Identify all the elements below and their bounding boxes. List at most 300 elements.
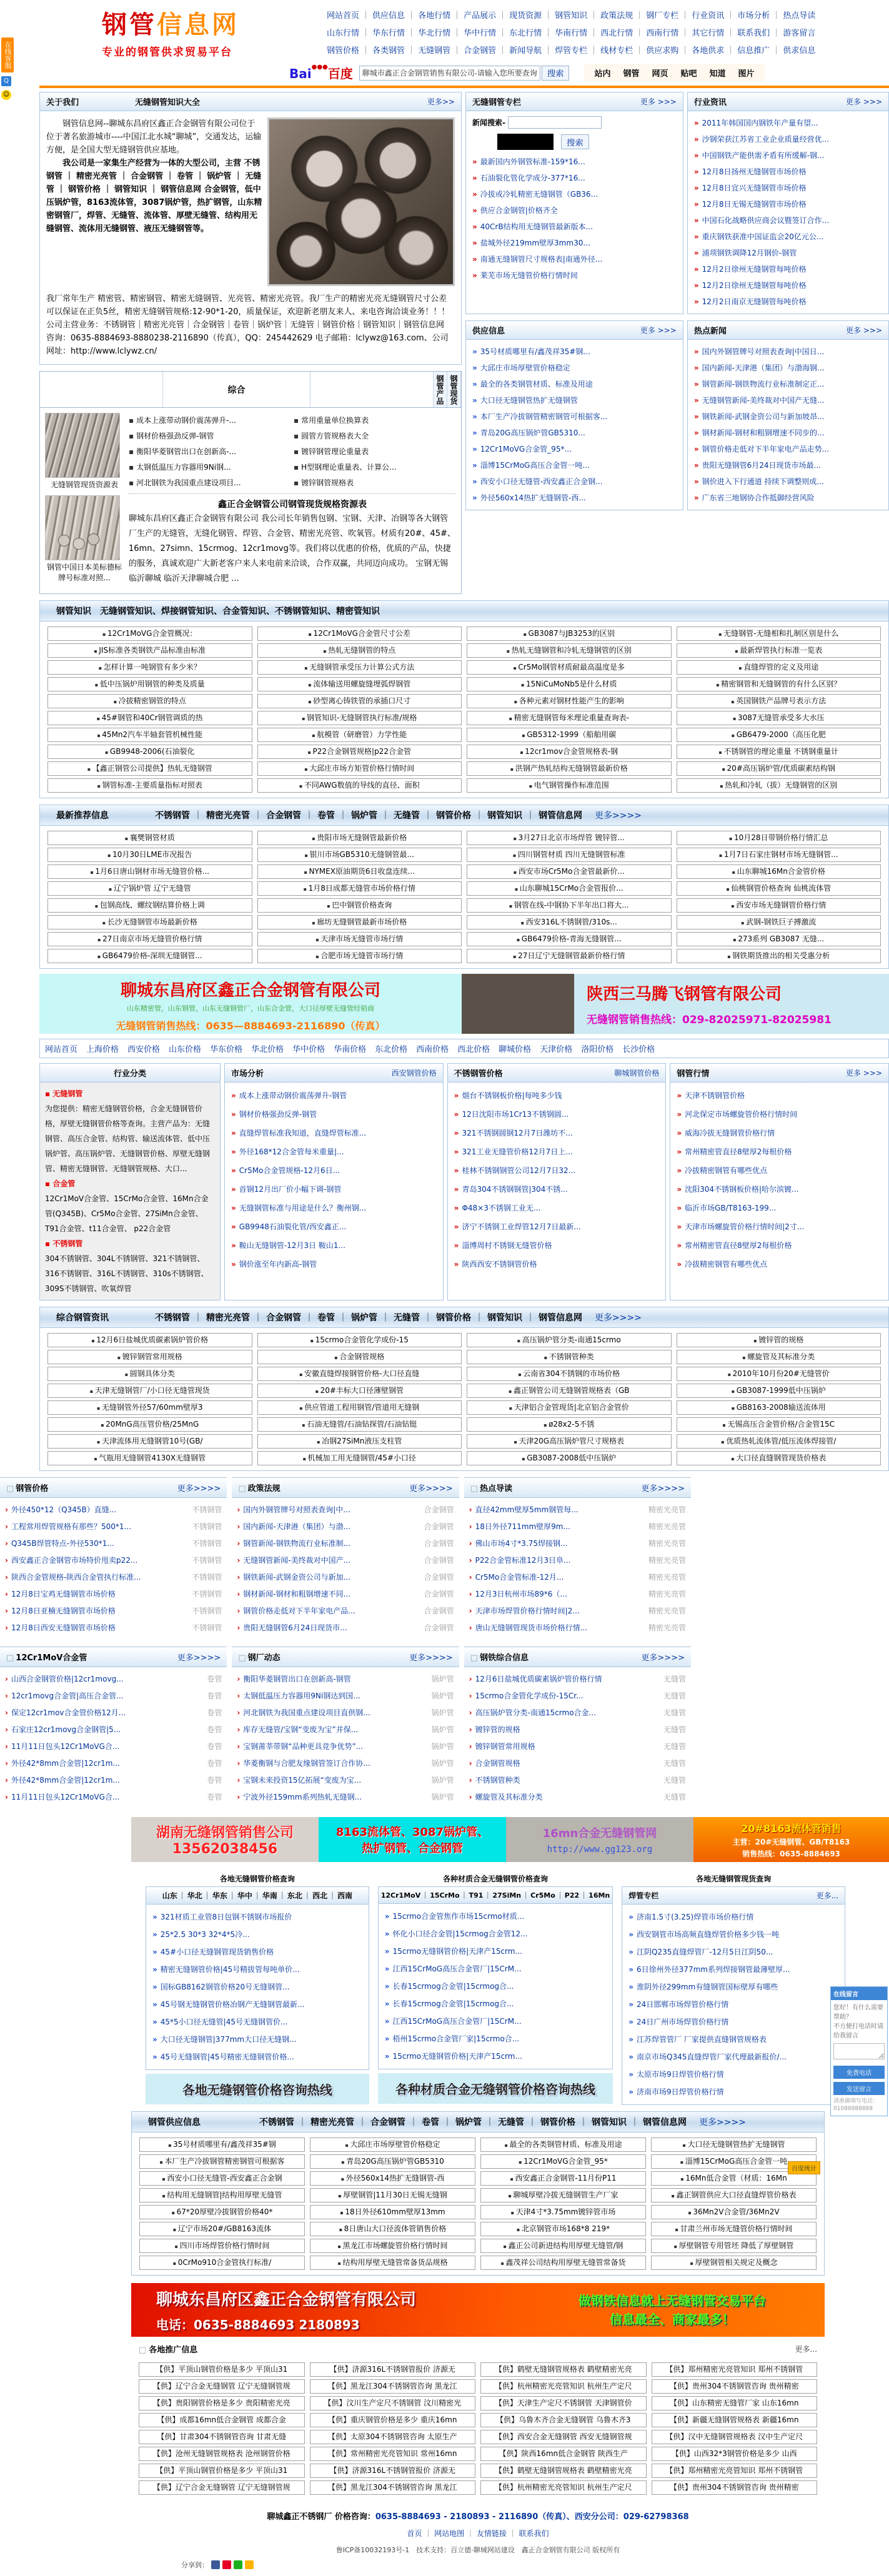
- article-link[interactable]: › 外径450*12（Q345B）直缝... 不锈钢管: [5, 1502, 222, 1518]
- region-tab[interactable]: ｜ 西南: [327, 1891, 352, 1900]
- supply-link[interactable]: ▪ 外径560x14热扩无缝钢管-西: [310, 2171, 475, 2186]
- article-link[interactable]: » 国内新闻-天津港（集团）与渤海钢...: [693, 364, 825, 372]
- category-tab[interactable]: ｜ 合金钢管: [354, 2116, 405, 2128]
- search-button[interactable]: 搜索: [542, 66, 570, 81]
- list-item[interactable]: ▪ 河北钢铁为我国重点建设项目...: [129, 478, 241, 487]
- article-link[interactable]: › Q345B焊管特点-外径530*1... 不锈钢管: [5, 1535, 222, 1552]
- material-tab[interactable]: 12Cr1MoV: [380, 1891, 421, 1900]
- knowledge-link[interactable]: ▪ GB5312-1999（船舶用碳: [467, 728, 672, 742]
- more-link[interactable]: 更多>>>>: [699, 2118, 746, 2128]
- region-tab[interactable]: 山东: [162, 1891, 177, 1900]
- article-link[interactable]: › 河北钢铁为我国重点建设项目直供钢... 锅炉管: [237, 1705, 454, 1721]
- hotline-banner[interactable]: 各地无缝钢管价格咨询热线: [146, 2074, 369, 2104]
- promo-link[interactable]: 【供】平顶山钢管价格是多少 平顶山31: [139, 2464, 305, 2478]
- qq-icon[interactable]: Q: [1, 76, 11, 86]
- article-link[interactable]: › 无缝钢管新闻-美终裁对中国产... 合金钢管: [237, 1552, 454, 1569]
- knowledge-link[interactable]: ▪ 钢管知识-无缝钢管执行标准/规格: [257, 711, 462, 725]
- article-link[interactable]: » 沙钢荣获江苏省工业企业质量经营优...: [693, 135, 830, 144]
- article-link[interactable]: » 临沂市场GB/T8163-199...: [677, 1204, 777, 1212]
- news-link[interactable]: ▪ 云南省304不锈钢的市场价格: [467, 1367, 672, 1381]
- article-link[interactable]: » 冷拔精密钢管有哪些优点: [677, 1166, 768, 1175]
- category-tab[interactable]: ｜ 钢管知识: [471, 1311, 522, 1324]
- news-link[interactable]: ▪ 无锡高压合金管价格/合金管15C: [677, 1417, 882, 1432]
- search-scope-tab[interactable]: 钢管: [623, 69, 640, 79]
- article-link[interactable]: › 12月3日杭州市场89*6（... 精密光亮管: [469, 1586, 686, 1603]
- promo-link[interactable]: 【供】鹤壁无缝钢管规格表 鹤壁精密光亮: [480, 2464, 647, 2478]
- region-price-link[interactable]: 华东价格: [210, 1045, 243, 1054]
- article-link[interactable]: » 浦项钢铁调降12月钢价-钢管: [693, 249, 797, 257]
- article-link[interactable]: » 青岛20G高压锅炉管GB5310...: [472, 429, 585, 437]
- recommend-link[interactable]: ▪ 27日南京市场无缝管价格行情: [47, 932, 252, 946]
- article-link[interactable]: » 国标GB8162钢管价格20号无缝钢管...: [152, 1983, 290, 1991]
- nav-link[interactable]: 网站首页: [327, 11, 360, 21]
- promo-link[interactable]: 【供】山西32*3钢管价格是多少 山西: [652, 2447, 818, 2461]
- article-link[interactable]: » 12日沈阳市场1Cr13不锈钢圆...: [454, 1110, 569, 1119]
- stock-resource-thumbnail[interactable]: [45, 413, 120, 478]
- news-link[interactable]: ▪ 天津流体用无缝钢管10号(GB/: [47, 1434, 252, 1449]
- recommend-link[interactable]: ▪ 巴中钢管价格查询: [257, 898, 462, 913]
- recommend-link[interactable]: ▪ 长沙无缝钢管市场最新价格: [47, 915, 252, 929]
- article-link[interactable]: › 12月8日宝鸡无缝钢管市场价格 不锈钢管: [5, 1586, 222, 1603]
- nav-link[interactable]: ｜ 游客留言: [770, 29, 815, 38]
- category-name[interactable]: ▪ 不锈钢管: [45, 1236, 215, 1251]
- article-link[interactable]: › 不锈钢管种类 无缝管: [469, 1772, 686, 1789]
- region-price-link[interactable]: 华北价格: [251, 1045, 284, 1054]
- search-scope-tab[interactable]: 图片: [738, 69, 755, 79]
- category-tab[interactable]: ｜ 锅炉管: [335, 809, 377, 821]
- supply-link[interactable]: ▪ 天津4寸*3.75mm镀锌管市场: [480, 2205, 646, 2219]
- news-link[interactable]: ▪ 鑫正钢管公司无缝钢管规格表（GB: [467, 1384, 672, 1398]
- article-link[interactable]: » 鞍山无缝钢管-12月3日 鞍山1...: [231, 1241, 345, 1250]
- nav-link[interactable]: ｜ 华北行情: [405, 29, 450, 38]
- more-link[interactable]: 更多...: [795, 2345, 817, 2354]
- article-link[interactable]: » 济南1.5寸(3.25)焊管市场价格行情: [628, 1913, 754, 1921]
- resource-table-title[interactable]: 鑫正合金钢管公司钢管现货规格资源表: [218, 500, 367, 510]
- nav-link[interactable]: ｜ 新闻导航: [496, 46, 542, 56]
- article-link[interactable]: › 库存无缝管/宝钢“变废为宝”并保... 锅炉管: [237, 1721, 454, 1738]
- article-link[interactable]: » 40CrB结构用无缝钢管最新版本...: [472, 222, 593, 231]
- search-scope-tab[interactable]: 站内: [594, 69, 611, 79]
- knowledge-link[interactable]: ▪ 3087无缝管承受多大水压: [677, 711, 882, 725]
- recommend-link[interactable]: ▪ 3月27日北京市场焊管 镀锌管...: [467, 831, 672, 845]
- region-price-link[interactable]: 山东价格: [169, 1045, 202, 1054]
- article-link[interactable]: » 江阴Q235直缝焊管厂-12月5日江阴50...: [628, 1948, 773, 1956]
- article-link[interactable]: » 淄博周村不锈钢无缝管价格: [454, 1241, 552, 1250]
- recommend-link[interactable]: ▪ 四川钢管材质 四川无缝钢管标准: [467, 848, 672, 862]
- footer-link[interactable]: ｜ 友情链接: [464, 2529, 507, 2538]
- promo-link[interactable]: 【供】汉中无缝钢管规格表 汉中生产定尺: [652, 2430, 818, 2444]
- article-link[interactable]: » 怀化小口径合金管|15crmog合金管12...: [384, 1930, 528, 1938]
- knowledge-link[interactable]: ▪ GB9948-2006(石油裂化: [47, 745, 252, 759]
- article-link[interactable]: » 321不锈钢圆钢12月7日潍坊不...: [454, 1129, 573, 1137]
- article-link[interactable]: » 常州精密管直径8壁厚2每根价格: [677, 1147, 792, 1156]
- article-link[interactable]: › 12月8日亚楠无缝钢管市场价格 不锈钢管: [5, 1603, 222, 1620]
- news-link[interactable]: ▪ 12月6日盐城优质碳素锅炉管价格: [47, 1333, 252, 1347]
- recommend-link[interactable]: ▪ 贵阳市场无缝钢管最新价格: [257, 831, 462, 845]
- article-link[interactable]: › 宝钢莆莘带钢“品种更具竞争优势”... 锅炉管: [237, 1738, 454, 1755]
- region-tab[interactable]: ｜ 华南: [252, 1891, 277, 1900]
- knowledge-link[interactable]: ▪ 精密钢管和无缝钢管的有什么区别？: [677, 677, 882, 691]
- article-link[interactable]: » 江西15CrMoG高压合金管厂|15CrM...: [384, 2017, 522, 2026]
- recommend-link[interactable]: ▪ 西安316L不锈钢管/310s...: [467, 915, 672, 929]
- news-link[interactable]: ▪ 优质热轧流体管/低压流体焊接管/: [677, 1434, 882, 1449]
- article-link[interactable]: » 24日邯郸市场焊管价格行情: [628, 2000, 729, 2009]
- article-link[interactable]: » 国内外钢管牌号对照表查询|中国日...: [693, 347, 825, 356]
- thumbnail-caption[interactable]: 无缝钢管现货资源表: [50, 480, 118, 489]
- region-price-link[interactable]: 聊城价格: [499, 1045, 532, 1054]
- region-price-link[interactable]: 上海价格: [86, 1045, 119, 1054]
- article-link[interactable]: » 大口径无缝钢管|377mm大口径无缝钢...: [152, 2035, 297, 2044]
- article-link[interactable]: › 合金钢管规格 无缝管: [469, 1755, 686, 1772]
- article-link[interactable]: » 成本上涨带动钢价震荡弹升-钢管: [231, 1091, 347, 1100]
- category-tab[interactable]: ｜ 卷管: [405, 2116, 439, 2128]
- supply-link[interactable]: ▪ 黑龙江市场螺旋管价格行情时间: [310, 2239, 475, 2253]
- news-link[interactable]: ▪ 天津20G高压锅炉管尺寸规格表: [467, 1434, 672, 1449]
- nav-link[interactable]: ｜ 无缝钢管: [405, 46, 450, 56]
- promo-link[interactable]: 【供】重庆钢管价格是多少 重庆16mn: [310, 2413, 476, 2427]
- customer-service-widget[interactable]: [1, 37, 12, 100]
- knowledge-link[interactable]: ▪ 各种元素对钢材性能产生的影响: [467, 694, 672, 708]
- stats-badge[interactable]: 百度统计: [788, 2161, 820, 2174]
- supply-link[interactable]: ▪ 四川市场焊管价格行情时间: [139, 2239, 305, 2253]
- promo-link[interactable]: 【供】杭州精密光亮管知识 杭州生产定尺: [480, 2480, 647, 2495]
- knowledge-link[interactable]: ▪ 不锈钢管的理论重量 不锈钢重量计: [677, 745, 882, 759]
- news-link[interactable]: ▪ 天津铝合金管现货|北京铝合金管价: [467, 1400, 672, 1415]
- knowledge-link[interactable]: ▪ GB6479-2000（高压化肥: [677, 728, 882, 742]
- article-link[interactable]: » 江苏焊管管厂 厂家提供直缝钢管规格表: [628, 2035, 767, 2044]
- article-link[interactable]: » 无缝钢管新闻-美终裁对中国产无缝...: [693, 396, 825, 405]
- article-link[interactable]: » 济南市场9日焊管价格行情: [628, 2088, 724, 2096]
- article-link[interactable]: » 精密无缝钢管价格|45号精拔管每吨单价...: [152, 1965, 300, 1974]
- article-link[interactable]: » 西安小口径无缝管-西安鑫正合金钢...: [472, 477, 603, 486]
- more-link[interactable]: 聊城钢管价格: [614, 1069, 660, 1077]
- article-link[interactable]: › 螺旋管及其标准分类 无缝管: [469, 1789, 686, 1806]
- material-tab[interactable]: ｜ 15CrMo: [420, 1891, 459, 1900]
- site-logo[interactable]: 钢管信息网: [102, 11, 239, 39]
- material-tab[interactable]: ｜ T91: [460, 1891, 484, 1900]
- material-tab[interactable]: ｜ P22: [555, 1891, 579, 1900]
- recommend-link[interactable]: ▪ 武钢-钢铁巨子搏激流: [677, 915, 882, 929]
- supply-link[interactable]: ▪ 聊城厚壁冷拔无缝钢管生产厂家: [480, 2188, 646, 2202]
- supply-link[interactable]: ▪ 结构用无缝钢管|结构用厚壁无缝管: [139, 2188, 305, 2202]
- article-link[interactable]: › 石家庄12cr1movg合金钢管|5... 卷管: [5, 1721, 222, 1738]
- nav-link[interactable]: ｜ 各地行情: [405, 11, 450, 21]
- recommend-link[interactable]: ▪ 山东聊城15CrMo合金管报价...: [467, 881, 672, 896]
- nav-link[interactable]: ｜ 热点导读: [770, 11, 815, 21]
- article-link[interactable]: » 天津不锈钢管价格: [677, 1091, 745, 1100]
- search-scope-tab[interactable]: 贴吧: [680, 69, 697, 79]
- supply-link[interactable]: ▪ 西安鑫正合金钢管-11月份P11: [480, 2171, 646, 2186]
- recommend-link[interactable]: ▪ 10月28日带钢价格行情汇总: [677, 831, 882, 845]
- article-link[interactable]: » 12月8日扬州无缝钢管市场价格: [693, 167, 807, 176]
- news-link[interactable]: ▪ 15crmo合金管化学成份-15: [257, 1333, 462, 1347]
- article-link[interactable]: › 12月8日西安无缝钢管市场价格 不锈钢管: [5, 1620, 222, 1637]
- article-link[interactable]: » 淮阴外径299mm有缝钢管国标壁厚有哪些: [628, 1983, 778, 1991]
- article-link[interactable]: » 威海冷拔无缝钢管价格行情: [677, 1129, 775, 1137]
- supply-link[interactable]: ▪ 大口径无缝钢管热扩无缝钢管: [651, 2138, 817, 2152]
- category-tab[interactable]: ｜ 钢管价格: [420, 1311, 471, 1324]
- article-link[interactable]: › 宝钢未来投资15亿拓展“变废为宝... 锅炉管: [237, 1772, 454, 1789]
- article-link[interactable]: » 最新国内外钢管标准-159*16...: [472, 157, 585, 166]
- knowledge-link[interactable]: ▪ GB3087与JB3253的区别: [467, 627, 672, 641]
- region-price-link[interactable]: 华南价格: [334, 1045, 367, 1054]
- promo-link[interactable]: 【供】贵州304不锈钢管咨询 贵州精密: [652, 2379, 818, 2394]
- news-search-input[interactable]: [508, 116, 602, 129]
- article-link[interactable]: » 长春15crmog合金管|15crmog合...: [384, 1999, 514, 2008]
- promo-link[interactable]: 【供】成都16mn低合金钢管 成都合金: [139, 2413, 305, 2427]
- article-link[interactable]: » Φ48×3不锈钢工业无...: [454, 1204, 541, 1212]
- article-link[interactable]: » 321材质工业管8日包钢不锈钢市场报价: [152, 1913, 292, 1921]
- article-link[interactable]: » 12月2日南京无缝钢管每吨价格: [693, 297, 807, 306]
- knowledge-link[interactable]: ▪ 怎样计算一吨钢管有多少米？: [47, 660, 252, 675]
- knowledge-link[interactable]: ▪ JIS标准各类钢铁产品标准由标准: [47, 643, 252, 658]
- news-link[interactable]: ▪ 高压锅炉管分类-南通15crmo: [467, 1333, 672, 1347]
- material-tab[interactable]: ｜ 16Mn: [579, 1891, 610, 1900]
- knowledge-link[interactable]: ▪ Cr5Mo钢管材质耐最高温度是多: [467, 660, 672, 675]
- supply-link[interactable]: ▪ 淄博15CrMoG高压合金管一吨: [651, 2154, 817, 2169]
- article-link[interactable]: › 国内外钢管牌号对照表查询|中... 合金钢管: [237, 1502, 454, 1518]
- promo-link[interactable]: 【供】天津生产定尺不锈钢管 天津钢管价: [480, 2396, 647, 2410]
- supply-link[interactable]: ▪ 厚壁钢管专用管坯 降低了厚壁钢管: [651, 2239, 817, 2253]
- news-link[interactable]: ▪ 镀锌钢管常用规格: [47, 1350, 252, 1364]
- article-link[interactable]: › P22合金管标准12月3日阜... 精密光亮管: [469, 1552, 686, 1569]
- article-link[interactable]: » 12月8日无锡无缝钢管市场价格: [693, 200, 807, 209]
- category-tab[interactable]: ｜ 钢管知识: [471, 809, 522, 821]
- welded-pipe-tab[interactable]: 焊管专栏: [628, 1891, 659, 1900]
- category-tab[interactable]: ｜ 合金钢管: [250, 809, 301, 821]
- region-tab[interactable]: ｜ 华北: [177, 1891, 202, 1900]
- supply-link[interactable]: ▪ 本厂生产冷拔钢管精密钢管可根据客: [139, 2154, 305, 2169]
- hunan-ad-banner[interactable]: 湖南无缝钢管销售公司 13562038456: [131, 1817, 319, 1862]
- article-link[interactable]: » 25*2.5 30*3 32*4*5冷...: [152, 1930, 250, 1939]
- article-link[interactable]: » 江西15CrMoG高压合金管厂|15CrM...: [384, 1964, 522, 1973]
- promo-link[interactable]: 【供】鹤壁无缝钢管规格表 鹤壁精密光亮: [480, 2362, 647, 2377]
- article-link[interactable]: › 直径42mm壁厚5mm钢管每... 精密光亮管: [469, 1502, 686, 1518]
- supply-link[interactable]: ▪ 厚壁钢管相关规定及概念: [651, 2256, 817, 2270]
- article-link[interactable]: » 常州精密管直径8壁厚2每根价格: [677, 1241, 792, 1250]
- news-link[interactable]: ▪ 镀锌管的规格: [677, 1333, 882, 1347]
- promo-link[interactable]: 【供】汶川生产定尺不锈钢管 汶川精密光: [310, 2396, 476, 2410]
- nav-link[interactable]: ｜ 信息推广: [724, 46, 770, 56]
- more-link[interactable]: 更多>>>>: [595, 1313, 642, 1323]
- share-icon[interactable]: [211, 2560, 220, 2569]
- search-scope-tab[interactable]: 网页: [652, 69, 668, 79]
- article-link[interactable]: » 45#小口径无缝钢管现货销售价格: [152, 1948, 274, 1956]
- category-tab[interactable]: ｜ 锅炉管: [335, 1311, 377, 1324]
- article-link[interactable]: › 镀锌钢管常用规格 无缝管: [469, 1738, 686, 1755]
- article-link[interactable]: » 冷拔或冷轧精密无缝钢管（GB36...: [472, 190, 598, 199]
- list-item[interactable]: ▪ 成本上涨带动钢价震荡弹升-...: [129, 416, 236, 425]
- article-link[interactable]: » 中国石化战略供应商会议暨签订合作...: [693, 216, 830, 225]
- promo-link[interactable]: 【供】平顶山钢管价格是多少 平顶山31: [139, 2362, 305, 2377]
- recommend-link[interactable]: ▪ 1月7日石家庄钢材市场无缝钢管...: [677, 848, 882, 862]
- category-tab[interactable]: ｜ 无缝管: [482, 2116, 524, 2128]
- news-link[interactable]: ▪ 机械加工用无缝钢管/45#小口径: [257, 1451, 462, 1465]
- article-link[interactable]: » 钢价涨至年内新高-钢管: [231, 1260, 317, 1269]
- list-item[interactable]: ▪ 衡阳华菱钢管出口在创新高-...: [129, 447, 236, 456]
- category-tab[interactable]: ｜ 钢管信息网: [522, 809, 582, 821]
- knowledge-link[interactable]: ▪ 45#钢管和40Cr钢管调质的热: [47, 711, 252, 725]
- article-link[interactable]: » 沈阳304不锈钢板价格|哈尔滨镀...: [677, 1185, 799, 1194]
- about-more-link[interactable]: 更多>>: [427, 97, 455, 106]
- supply-link[interactable]: ▪ 结构用厚壁无缝管常备货品规格: [310, 2256, 475, 2270]
- fluid-pipe-ad-banner[interactable]: 8163流体管、3087锅炉管、 热扩钢管、合金钢管: [319, 1817, 506, 1862]
- region-price-link[interactable]: 天津价格: [540, 1045, 573, 1054]
- share-icon[interactable]: [234, 2560, 242, 2569]
- supply-link[interactable]: ▪ 12Cr1MoVG合金管_95*: [480, 2154, 646, 2169]
- news-link[interactable]: ▪ GB3087-2008低中压锅炉: [467, 1451, 672, 1465]
- promo-link[interactable]: 【供】甘肃304不锈钢管咨询 甘肃无缝: [139, 2430, 305, 2444]
- article-link[interactable]: › 钢管价格走低对下半年家电产品... 合金钢管: [237, 1603, 454, 1620]
- thumbnail-caption[interactable]: 钢管中国日本美标德标牌号标准对照...: [46, 563, 122, 582]
- category-tab[interactable]: ｜ 无缝管: [377, 1311, 420, 1324]
- nav-link[interactable]: ｜ 钢管知识: [542, 11, 587, 21]
- promo-link[interactable]: 【供】郑州精密光亮管知识 郑州不锈钢管: [652, 2464, 818, 2478]
- hotline-banner[interactable]: 各种材质合金无缝钢管价格咨询热线: [378, 2073, 613, 2104]
- promo-link[interactable]: 【供】济源316L不锈钢管报价 济源无: [310, 2464, 476, 2478]
- footer-link[interactable]: ｜ 网站地图: [422, 2529, 465, 2538]
- list-item[interactable]: ▪ 常用重量单位换算表: [294, 416, 369, 425]
- supply-link[interactable]: ▪ 最全的各类钢管材质、标准及用途: [480, 2138, 646, 2152]
- article-link[interactable]: » 45号无缝钢管|45号精密无缝钢管价格...: [152, 2053, 294, 2061]
- recommend-link[interactable]: ▪ 1月8日成都无缝管市场价格行情: [257, 881, 462, 896]
- more-link[interactable]: 更多 >>>: [640, 97, 677, 106]
- promo-link[interactable]: 【供】太原304不锈钢管咨询 太原生产: [310, 2430, 476, 2444]
- supply-link[interactable]: ▪ 辽宁市场20#/GB8163流体: [139, 2222, 305, 2236]
- news-link[interactable]: ▪ 不锈钢管种类: [467, 1350, 672, 1364]
- category-tab[interactable]: ｜ 精密光亮管: [294, 2116, 354, 2128]
- article-link[interactable]: » 首钢12月出厂价小幅下调-钢管: [231, 1185, 342, 1194]
- nav-link[interactable]: ｜ 焊管专栏: [542, 46, 587, 56]
- nav-link[interactable]: ｜ 市场分析: [724, 11, 770, 21]
- category-tab[interactable]: ｜ 合金钢管: [250, 1311, 301, 1324]
- promo-link[interactable]: 【供】辽宁合金无缝钢管 辽宁无缝钢管规: [139, 2480, 305, 2495]
- article-link[interactable]: › 山西合金钢管价格|12cr1movg... 卷管: [5, 1671, 222, 1688]
- news-link[interactable]: ▪ ø28x2-5不锈: [467, 1417, 672, 1432]
- article-link[interactable]: » 12月2日徐州无缝钢管每吨价格: [693, 281, 807, 290]
- article-link[interactable]: » 广东省三地钢协合作抵御经营风险: [693, 493, 815, 502]
- supply-link[interactable]: ▪ 18日外径610mm壁厚13mm: [310, 2205, 475, 2219]
- material-tab[interactable]: ｜ Cr5Mo: [521, 1891, 555, 1900]
- knowledge-link[interactable]: ▪ 流体输送用螺旋缝埋弧焊钢管: [257, 677, 462, 691]
- article-link[interactable]: » 大邱庄市场厚壁管价格稳定: [472, 364, 570, 372]
- category-tab[interactable]: ｜ 钢管信息网: [627, 2116, 687, 2128]
- more-link[interactable]: 更多 >>>: [846, 97, 882, 106]
- promo-link[interactable]: 【供】西安合金无缝钢管 西安无缝钢管规: [480, 2430, 647, 2444]
- news-link[interactable]: ▪ 石油无缝管/石油钻探管/石油钻铤: [257, 1417, 462, 1432]
- article-link[interactable]: » 南京市场Q345直缝焊管厂家代理最新报价/...: [628, 2053, 787, 2061]
- article-link[interactable]: » 钢铁新闻-武钢金资公司与新加坡昂...: [693, 412, 825, 421]
- recommend-link[interactable]: ▪ 包钢高线、螺纹钢结算价格上调: [47, 898, 252, 913]
- category-tab[interactable]: ｜ 精密光亮管: [190, 1311, 250, 1324]
- recommend-link[interactable]: ▪ GB6479价格-青海无缝钢管...: [467, 932, 672, 946]
- free-call-button[interactable]: 免费电话: [833, 2066, 885, 2079]
- promo-link[interactable]: 【供】新疆无缝钢管规格表 新疆16mn: [652, 2413, 818, 2427]
- article-link[interactable]: » 15crmo无缝钢管价格|天津产15crm...: [384, 2052, 522, 2061]
- nav-link[interactable]: ｜ 联系我们: [724, 29, 770, 38]
- recommend-link[interactable]: ▪ 山东聊城16Mn合金管价格: [677, 864, 882, 879]
- article-link[interactable]: » 大口径无缝钢管热扩无缝钢管: [472, 396, 578, 405]
- article-link[interactable]: » 15crmo无缝钢管价格|天津产15crm...: [384, 1947, 522, 1956]
- category-tab[interactable]: ｜ 钢管价格: [420, 809, 471, 821]
- nav-link[interactable]: ｜ 华南行情: [542, 29, 587, 38]
- article-link[interactable]: › 外径42*8mm合金管|12cr1m... 卷管: [5, 1772, 222, 1789]
- knowledge-link[interactable]: ▪ 无缝钢管承受压力计算公式方法: [257, 660, 462, 675]
- article-link[interactable]: › 钢管新闻-钢铁物流行业标准制... 合金钢管: [237, 1535, 454, 1552]
- article-link[interactable]: » GB9948石油裂化管/西安鑫正...: [231, 1222, 347, 1231]
- list-item[interactable]: ▪ 钢材价格强劲反弹-钢管: [129, 432, 214, 440]
- nav-link[interactable]: ｜ 行业资讯: [678, 11, 724, 21]
- promo-link[interactable]: 【供】郑州精密光亮管知识 郑州不锈钢管: [652, 2362, 818, 2377]
- promo-link[interactable]: 【供】乌鲁木齐合金无缝钢管 乌鲁木齐3: [480, 2413, 647, 2427]
- knowledge-link[interactable]: ▪ 【鑫正钢管公司提供】热轧无缝钢管: [47, 761, 252, 776]
- promo-link[interactable]: 【供】辽宁合金无缝钢管 辽宁无缝钢管规: [139, 2379, 305, 2394]
- article-link[interactable]: » 河北保定市场螺旋管价格行情时间: [677, 1110, 798, 1119]
- more-link[interactable]: 更多 >>>: [846, 1069, 883, 1077]
- knowledge-link[interactable]: ▪ 15NiCuMoNb5是什么材质: [467, 677, 672, 691]
- nav-link[interactable]: ｜ 供应信息: [359, 11, 405, 21]
- article-link[interactable]: » 12月2日徐州无缝钢管每吨价格: [693, 265, 807, 274]
- online-service-tab[interactable]: 在线客服: [1, 37, 14, 72]
- nav-link[interactable]: ｜ 各地供求: [678, 46, 724, 56]
- supply-link[interactable]: ▪ 36Mn2V合金管/36Mn2V: [651, 2205, 817, 2219]
- region-price-link[interactable]: 华中价格: [292, 1045, 325, 1054]
- news-link[interactable]: ▪ GB3087-1999低中压锅炉: [677, 1384, 882, 1398]
- nav-link[interactable]: ｜ 钢厂专栏: [633, 11, 678, 21]
- category-tab[interactable]: ｜ 锅炉管: [439, 2116, 482, 2128]
- article-link[interactable]: » 淄博15CrMoG高压合金管一吨...: [472, 461, 590, 470]
- region-price-link[interactable]: 东北价格: [375, 1045, 408, 1054]
- recommend-link[interactable]: ▪ 27日辽宁无缝钢管最新价格行情: [467, 949, 672, 963]
- article-link[interactable]: » 盐城外径219mm壁厚3mm30...: [472, 239, 590, 247]
- article-link[interactable]: » 中国钢铁产能供需矛盾有所缓解-钢...: [693, 151, 825, 160]
- message-widget-title[interactable]: 在线留言: [831, 1987, 887, 2000]
- nav-link[interactable]: ｜ 华中行情: [450, 29, 496, 38]
- knowledge-link[interactable]: ▪ 热轧无缝钢管的特点: [257, 643, 462, 658]
- knowledge-link[interactable]: ▪ 45Mn2汽车半轴套管机械性能: [47, 728, 252, 742]
- article-link[interactable]: › 钢铁新闻-武钢金资公司与新加... 合金钢管: [237, 1569, 454, 1586]
- promo-link[interactable]: 【供】黑龙江304不锈钢管咨询 黑龙江: [310, 2379, 476, 2394]
- supply-link[interactable]: ▪ 0CrMo910合金管执行标准/: [139, 2256, 305, 2270]
- supply-link[interactable]: ▪ 鑫正公司新进结构用厚壁无缝管/钢: [480, 2239, 646, 2253]
- news-link[interactable]: ▪ 供应管道工程用钢管/管道用无缝钢: [257, 1400, 462, 1415]
- category-tab[interactable]: ｜ 无缝管: [377, 809, 420, 821]
- knowledge-link[interactable]: ▪ 冷拔精密钢管的特点: [47, 694, 252, 708]
- baidu-logo-icon[interactable]: Bai●●●百度: [289, 64, 353, 81]
- article-link[interactable]: › 12cr1movg合金管|高压合金管... 卷管: [5, 1688, 222, 1705]
- article-link[interactable]: » 莱芜市场无缝管价格行情时间: [472, 271, 578, 280]
- promo-link[interactable]: 【供】沧州无缝钢管规格表 沧州钢管价格: [139, 2447, 305, 2461]
- category-tab[interactable]: ｜ 精密光亮管: [190, 809, 250, 821]
- news-link[interactable]: ▪ GB8163-2008输送流体用: [677, 1400, 882, 1415]
- search-input[interactable]: [359, 66, 540, 81]
- share-icon[interactable]: [222, 2560, 231, 2569]
- category-tab[interactable]: 不锈钢管: [155, 1313, 190, 1323]
- supply-link[interactable]: ▪ 8日唐山大口径流体管销售价格: [310, 2222, 475, 2236]
- news-link[interactable]: ▪ 螺旋管及其标准分类: [677, 1350, 882, 1364]
- recommend-link[interactable]: ▪ NYMEX原油期货6日收盘连续...: [257, 864, 462, 879]
- more-link[interactable]: 更多>>>>: [409, 1484, 453, 1494]
- list-item[interactable]: ▪ H型钢理论重量表、计算公...: [294, 463, 397, 472]
- recommend-link[interactable]: ▪ 10月30日LME市况报告: [47, 848, 252, 862]
- article-link[interactable]: » 钢管新闻-钢铁物流行业标准制定正...: [693, 380, 825, 389]
- knowledge-link[interactable]: ▪ P22合金钢管规格|p22合金管: [257, 745, 462, 759]
- category-name[interactable]: ▪ 合金管: [45, 1176, 215, 1191]
- article-link[interactable]: » 西安钢管市场高频直缝焊管价格多少钱一吨: [628, 1930, 780, 1939]
- nav-link[interactable]: ｜ 现货资源: [496, 11, 542, 21]
- knowledge-link[interactable]: ▪ 大邱庄市场方矩管价格行情时间: [257, 761, 462, 776]
- article-link[interactable]: » 石油裂化管化学成分-377*16...: [472, 174, 585, 182]
